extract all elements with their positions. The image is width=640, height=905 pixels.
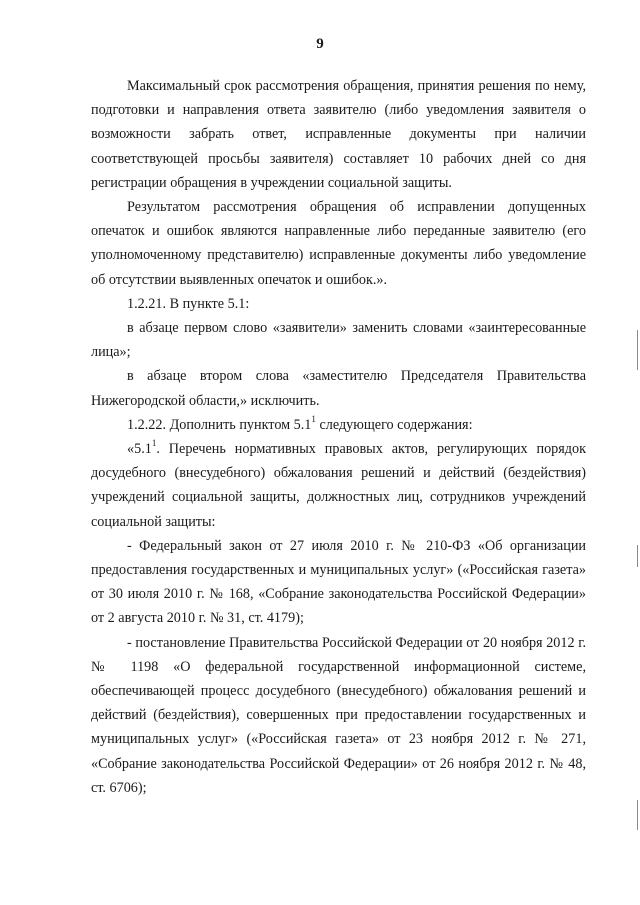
- superscript-mark: 1: [311, 414, 316, 425]
- body-paragraph: [91, 195, 586, 292]
- paragraph-text: - Федеральный закон от 27 июля 2010 г. № 210-ФЗ «Об организации предоставления государственных и муниципальных услуг» («Российская газета» от 30 июля 2010 г. № 168, «Собрание законодательства Российской Федерации» от 2 августа 2010 г. № 31, ст. 4179);: [91, 537, 586, 627]
- paragraph-text: следующего содержания:: [315, 416, 473, 433]
- paragraph-text: Результатом рассмотрения обращения об исправлении допущенных опечаток и ошибок являются направленные либо переданные заявителю (его уполномоченному представителю) исправленные документы либо уведомление об отсутствии выявленных опечаток и ошибок.».: [91, 199, 586, 288]
- paragraph-text: в абзаце втором слова «заместителю Председателя Правительства Нижегородской области,» исключить.: [91, 368, 586, 409]
- body-paragraph: [91, 364, 586, 412]
- body-paragraph: [91, 74, 586, 195]
- body-paragraph: [91, 413, 586, 437]
- body-paragraph: [91, 316, 586, 364]
- body-paragraph: [91, 437, 586, 534]
- superscript-mark: 1: [151, 438, 157, 449]
- paragraph-text: Максимальный срок рассмотрения обращения, принятия решения по нему, подготовки и направления ответа заявителю (либо уведомления заявителя о возможности забрать ответ, исправленные документы при наличии соответствующей просьбы заявителя) составляет 10 рабочих дней со дня регистрации обращения в учреждении социальной защиты.: [91, 78, 586, 191]
- paragraph-text: . Перечень нормативных правовых актов, регулирующих порядок досудебного (внесудебного) обжалования решений и действий (бездействия) учреждений социальной защиты, должностных лиц, сотрудников учреждений социальной защиты:: [91, 441, 586, 530]
- page-number: 9: [316, 36, 324, 52]
- paragraph-text: - постановление Правительства Российской Федерации от 20 ноября 2012 г. № 1198 «О федеральной государственной информационной системе, обеспечивающей процесс досудебного (внесудебного) обжалования решений и действий (бездействия), совершенных при предоставлении государственных и муниципальных услуг» («Российская газета» от 23 ноября 2012 г. № 271, «Собрание законодательства Российской Федерации» от 26 ноября 2012 г. № 48, ст. 6706);: [91, 634, 586, 796]
- paragraph-text: 1.2.22. Дополнить пунктом 5.1: [127, 416, 312, 433]
- scan-edge-mark: [637, 545, 638, 567]
- paragraph-text: 1.2.21. В пункте 5.1:: [127, 295, 250, 312]
- body-paragraph: [91, 292, 586, 316]
- paragraph-text: в абзаце первом слово «заявители» заменить словами «заинтересованные лица»;: [91, 320, 586, 361]
- scan-edge-mark: [637, 800, 638, 830]
- body-paragraph: [91, 631, 586, 800]
- body-paragraph: [91, 534, 586, 631]
- scan-edge-mark: [637, 330, 638, 370]
- document-body: [91, 74, 586, 800]
- paragraph-text: «5.1: [127, 441, 152, 458]
